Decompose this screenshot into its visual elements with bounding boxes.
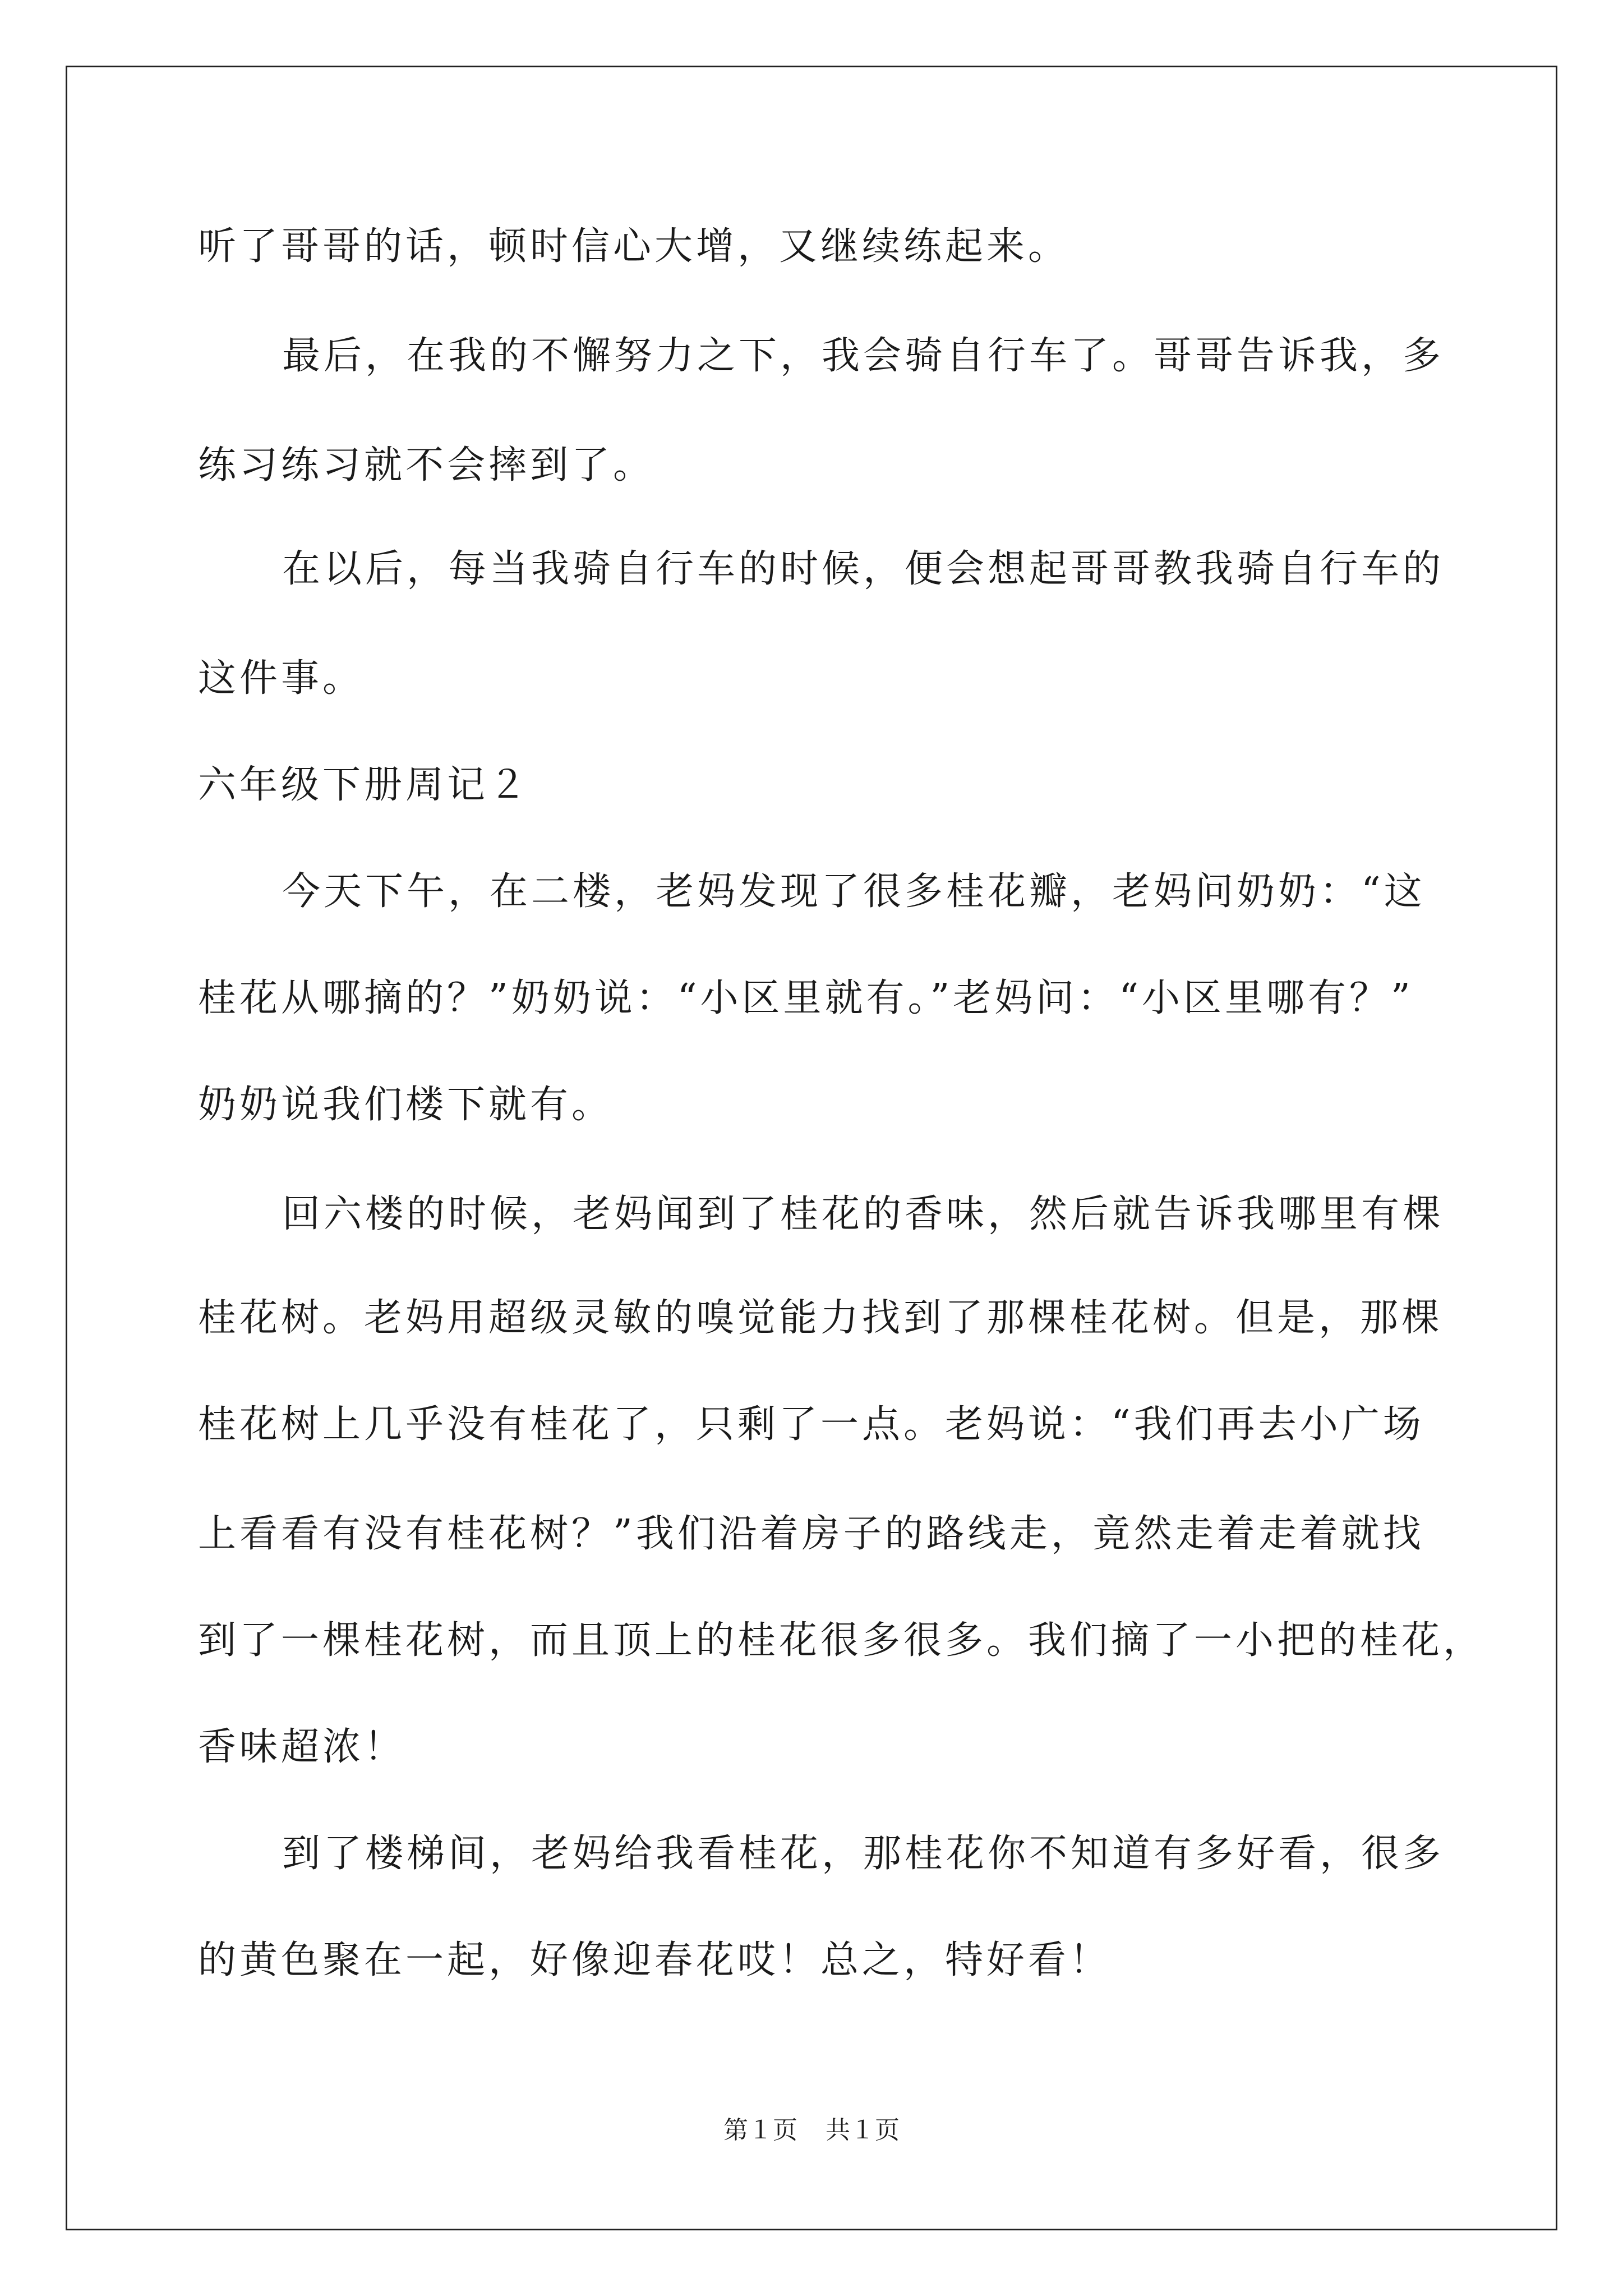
paragraph-line: 上看看有没有桂花树？”我们沿着房子的路线走，竟然走着走着就找 [198, 1512, 1424, 1556]
paragraph-line: 在以后，每当我骑自行车的时候，便会想起哥哥教我骑自行车的 [282, 547, 1445, 591]
paragraph-line: 奶奶说我们楼下就有。 [198, 1083, 614, 1127]
paragraph-line: 到了一棵桂花树，而且顶上的桂花很多很多。我们摘了一小把的桂花， [198, 1618, 1485, 1663]
page-border [66, 66, 1557, 2230]
paragraph-line: 回六楼的时候，老妈闻到了桂花的香味，然后就告诉我哪里有棵 [282, 1192, 1445, 1236]
paragraph-line: 桂花树上几乎没有桂花了，只剩了一点。老妈说：“我们再去小广场 [198, 1402, 1424, 1447]
paragraph-line: 到了楼梯间，老妈给我看桂花，那桂花你不知道有多好看，很多 [282, 1832, 1445, 1876]
page-footer [0, 2114, 1623, 2147]
page-number-current: 第１页 [723, 2116, 797, 2145]
paragraph-line: 听了哥哥的话，顿时信心大增，又继续练起来。 [198, 224, 1070, 269]
paragraph-line: 的黄色聚在一起，好像迎春花哎！总之，特好看！ [198, 1938, 1112, 1982]
paragraph-line: 今天下午，在二楼，老妈发现了很多桂花瓣，老妈问奶奶：“这 [282, 869, 1426, 914]
paragraph-line: 桂花从哪摘的？”奶奶说：“小区里就有。”老妈问：“小区里哪有？” [198, 976, 1414, 1020]
paragraph-line: 这件事。 [198, 656, 365, 701]
paragraph-line: 最后，在我的不懈努力之下，我会骑自行车了。哥哥告诉我，多 [282, 334, 1445, 378]
page-number-total: 共１页 [826, 2116, 900, 2145]
paragraph-line: 桂花树。老妈用超级灵敏的嗅觉能力找到了那棵桂花树。但是，那棵 [198, 1296, 1444, 1340]
paragraph-line: 练习练习就不会摔到了。 [198, 443, 655, 487]
paragraph-line: 香味超浓！ [198, 1725, 406, 1769]
section-title: 六年级下册周记２ [198, 763, 531, 807]
